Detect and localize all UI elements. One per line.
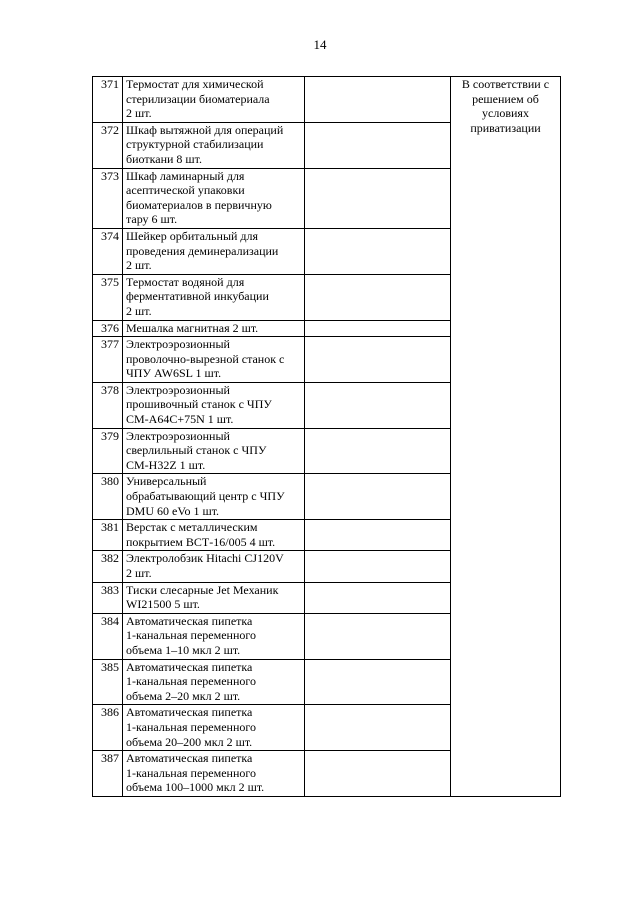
row-number: 374 xyxy=(93,228,123,274)
empty-cell xyxy=(305,228,451,274)
row-number: 379 xyxy=(93,428,123,474)
row-number: 375 xyxy=(93,274,123,320)
row-number: 383 xyxy=(93,582,123,613)
item-name: Тиски слесарные Jet Механик WI21500 5 шт. xyxy=(123,582,305,613)
empty-cell xyxy=(305,122,451,168)
row-number: 371 xyxy=(93,77,123,123)
table-row xyxy=(93,77,561,123)
item-name: Шкаф вытяжной для операций структурной стабилизации биоткани 8 шт. xyxy=(123,122,305,168)
page-number: 14 xyxy=(313,37,327,52)
empty-cell xyxy=(305,274,451,320)
empty-cell xyxy=(305,337,451,383)
row-number: 372 xyxy=(93,122,123,168)
row-number: 373 xyxy=(93,168,123,228)
equipment-table-body xyxy=(93,77,561,797)
empty-cell xyxy=(305,168,451,228)
row-number: 381 xyxy=(93,520,123,551)
empty-cell xyxy=(305,613,451,659)
item-name: Электролобзик Hitachi CJ120V 2 шт. xyxy=(123,551,305,582)
item-name: Шкаф ламинарный для асептической упаковки биоматериалов в первичную тару 6 шт. xyxy=(123,168,305,228)
row-number: 386 xyxy=(93,705,123,751)
privatization-basis: В соответствии с решением об условиях приватизации xyxy=(451,77,561,797)
item-name: Термостат водяной для ферментативной инкубации 2 шт. xyxy=(123,274,305,320)
empty-cell xyxy=(305,428,451,474)
empty-cell xyxy=(305,659,451,705)
empty-cell xyxy=(305,77,451,123)
item-name: Термостат для химической стерилизации биоматериала 2 шт. xyxy=(123,77,305,123)
row-number: 378 xyxy=(93,382,123,428)
empty-cell xyxy=(305,382,451,428)
row-number: 382 xyxy=(93,551,123,582)
row-number: 384 xyxy=(93,613,123,659)
empty-cell xyxy=(305,705,451,751)
empty-cell xyxy=(305,520,451,551)
empty-cell xyxy=(305,751,451,797)
empty-cell xyxy=(305,474,451,520)
row-number: 377 xyxy=(93,337,123,383)
item-name: Автоматическая пипетка 1-канальная переменного объема 100–1000 мкл 2 шт. xyxy=(123,751,305,797)
item-name: Мешалка магнитная 2 шт. xyxy=(123,320,305,337)
empty-cell xyxy=(305,582,451,613)
item-name: Универсальный обрабатывающий центр с ЧПУ DMU 60 eVo 1 шт. xyxy=(123,474,305,520)
row-number: 376 xyxy=(93,320,123,337)
item-name: Электроэрозионный проволочно-вырезной станок с ЧПУ AW6SL 1 шт. xyxy=(123,337,305,383)
item-name: Автоматическая пипетка 1-канальная переменного объема 1–10 мкл 2 шт. xyxy=(123,613,305,659)
item-name: Шейкер орбитальный для проведения деминерализации 2 шт. xyxy=(123,228,305,274)
row-number: 387 xyxy=(93,751,123,797)
item-name: Автоматическая пипетка 1-канальная переменного объема 2–20 мкл 2 шт. xyxy=(123,659,305,705)
item-name: Автоматическая пипетка 1-канальная переменного объема 20–200 мкл 2 шт. xyxy=(123,705,305,751)
item-name: Электроэрозионный сверлильный станок с ЧПУ CM-H32Z 1 шт. xyxy=(123,428,305,474)
row-number: 385 xyxy=(93,659,123,705)
item-name: Электроэрозионный прошивочный станок с ЧПУ CM-A64C+75N 1 шт. xyxy=(123,382,305,428)
item-name: Верстак с металлическим покрытием ВСТ-16/005 4 шт. xyxy=(123,520,305,551)
empty-cell xyxy=(305,320,451,337)
equipment-table xyxy=(92,76,561,797)
row-number: 380 xyxy=(93,474,123,520)
empty-cell xyxy=(305,551,451,582)
